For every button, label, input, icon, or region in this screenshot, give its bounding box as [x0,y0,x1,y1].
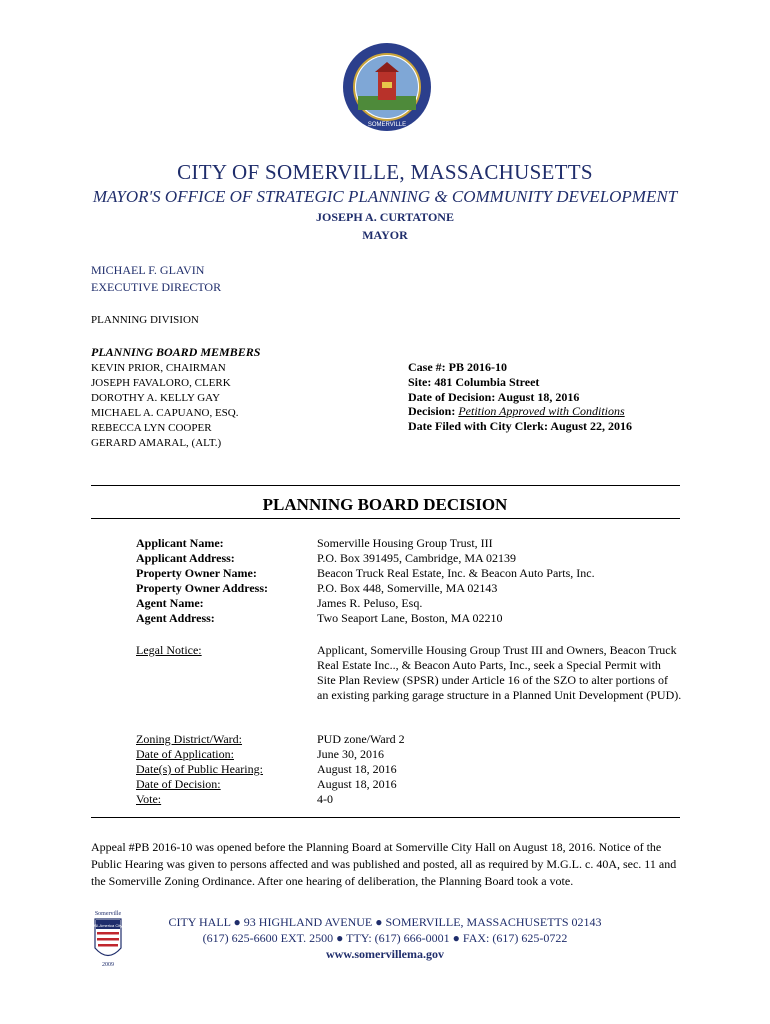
applicant-value: P.O. Box 448, Somerville, MA 02143 [317,581,498,595]
zoning-label: Zoning District/Ward: [136,732,243,746]
board-member: MICHAEL A. CAPUANO, ESQ. [91,407,239,419]
city-seal [342,42,432,132]
board-member: GERARD AMARAL, (ALT.) [91,437,222,449]
svg-text:SOMERVILLE: SOMERVILLE [367,122,407,128]
zoning-label: Date(s) of Public Hearing: [136,762,263,776]
applicant-label: Applicant Address: [136,551,235,565]
zoning-labels [136,732,263,807]
director-title: EXECUTIVE DIRECTOR [91,280,222,294]
director-name: MICHAEL F. GLAVIN [91,263,205,277]
case-date-filed: Date Filed with City Clerk: August 22, 2016 [408,419,632,434]
decision-title: PLANNING BOARD DECISION [262,495,508,514]
zoning-label: Vote: [136,792,162,806]
applicant-value: James R. Peluso, Esq. [317,596,423,610]
svg-text:Somerville: Somerville [94,911,122,917]
zoning-value: August 18, 2016 [317,777,397,791]
svg-text:2009: 2009 [102,962,114,968]
case-info [408,360,632,434]
mayor-title: MAYOR [362,228,408,242]
case-decision [408,404,632,419]
applicant-labels [136,536,268,626]
applicant-value: Somerville Housing Group Trust, III [317,536,493,550]
board-member: REBECCA LYN COOPER [91,422,212,434]
divider [91,817,680,818]
decision-label: Decision: [408,404,459,419]
footer-phone: (617) 625-6600 EXT. 2500 ● TTY: (617) 666-0001 ● FAX: (617) 625-0722 [202,931,568,945]
case-site: Site: 481 Columbia Street [408,374,540,389]
zoning-value: June 30, 2016 [317,747,384,761]
mayor-name: JOSEPH A. CURTATONE [316,210,454,224]
applicant-label: Property Owner Name: [136,566,257,580]
divider [91,485,680,486]
legal-notice-label: Legal Notice: [136,643,202,657]
board-member: KEVIN PRIOR, CHAIRMAN [91,362,226,374]
appeal-paragraph: Appeal #PB 2016-10 was opened before the Planning Board at Somerville City Hall on August 18, 2016. Notice of the Public Hearing was given to persons affected and was published and posted, all as required by M.G.L. c. 40A, sec. 11 and the Somerville Zoning Ordinance. After one hearing of deliberation, the Planning Board took a vote. [91,840,677,888]
office-title: MAYOR'S OFFICE OF STRATEGIC PLANNING & COMMUNITY DEVELOPMENT [92,187,678,206]
decision-value: Petition Approved with Conditions [458,404,625,419]
city-title: CITY OF SOMERVILLE, MASSACHUSETTS [177,160,593,184]
footer-address: CITY HALL ● 93 HIGHLAND AVENUE ● SOMERVILLE, MASSACHUSETTS 02143 [168,915,602,929]
applicant-value: Beacon Truck Real Estate, Inc. & Beacon Auto Parts, Inc. [317,566,595,580]
zoning-label: Date of Application: [136,747,234,761]
applicant-label: Agent Address: [136,611,215,625]
case-number: Case #: PB 2016-10 [408,360,507,374]
zoning-value: August 18, 2016 [317,762,397,776]
applicant-label: Applicant Name: [136,536,224,550]
zoning-values [317,732,405,807]
zoning-value: PUD zone/Ward 2 [317,732,405,746]
board-members-heading: PLANNING BOARD MEMBERS [91,345,261,359]
svg-text:All-America City: All-America City [93,923,123,928]
applicant-label: Agent Name: [136,596,204,610]
footer-website-link[interactable]: www.somervillema.gov [326,947,444,961]
planning-division: PLANNING DIVISION [91,314,199,326]
applicant-value: P.O. Box 391495, Cambridge, MA 02139 [317,551,517,565]
zoning-label: Date of Decision: [136,777,221,791]
applicant-label: Property Owner Address: [136,581,268,595]
board-member: JOSEPH FAVALORO, CLERK [91,377,231,389]
applicant-values [317,536,595,626]
divider [91,518,680,519]
board-member: DOROTHY A. KELLY GAY [91,392,221,404]
case-date-of-decision: Date of Decision: August 18, 2016 [408,389,580,404]
legal-notice-text: Applicant, Somerville Housing Group Trust III and Owners, Beacon Truck Real Estate Inc.., & Beacon Auto Parts, Inc., seek a Special Permit with Site Plan Review (SPSR) under Article 16 of the SZO to alter portions of an existing parking garage structure in a Planned Unit Development (PUD). [317,643,682,702]
zoning-value: 4-0 [317,792,333,806]
applicant-value: Two Seaport Lane, Boston, MA 02210 [317,611,503,625]
